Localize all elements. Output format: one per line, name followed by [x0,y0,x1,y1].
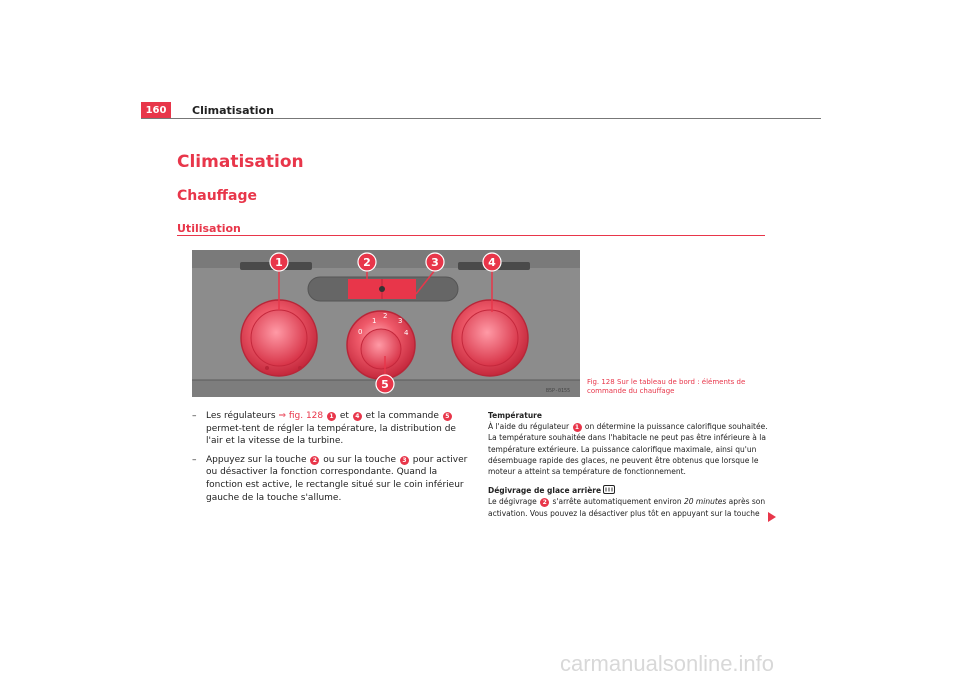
figure-link[interactable]: ⇒ fig. 128 [278,411,324,421]
defrost-paragraph [488,496,770,518]
list-text: et [337,411,352,421]
watermark: carmanualsonline.info [560,651,775,676]
subsection-title: Utilisation [177,222,241,235]
para-text: on détermine la puissance calorifique souhaitée. La température souhaitée dans l'habitacle ne peut pas être inférieure à la température extérieure. La puissance calorifique maximale, ainsi qu'un désembuage rapide des glaces, ne peuvent être obtenus que lorsque le moteur a atteint sa température de fonctionnement. [488,422,768,477]
right-column [488,410,770,527]
figure-code: B5P-0155 [546,388,571,394]
running-title: Climatisation [192,104,274,117]
fan-dial-label-2: 2 [383,312,388,320]
callout-1-label: 1 [275,256,283,269]
callout-5-label: 5 [381,378,389,391]
temperature-heading: Température [488,411,542,420]
page-number: 160 [141,102,171,118]
list-text: ou sur la touche [320,454,399,465]
fan-dial-label-3: 3 [398,317,403,325]
list-text: permet-tent de régler la température, la distribution de l'air et la vitesse de la turbine. [206,423,456,447]
button-recirculation [348,279,382,299]
callout-badge-4: 4 [353,412,362,421]
callout-3-label: 3 [431,256,439,269]
para-text: Le dégivrage [488,497,540,507]
callout-badge-3: 3 [400,456,409,465]
temperature-paragraph [488,421,770,477]
fan-dial-label-0: 0 [358,328,363,336]
list-item [192,454,472,504]
chapter-title: Climatisation [177,152,304,172]
defrost-heading [488,485,770,496]
para-text: À l'aide du régulateur [488,422,572,432]
center-button-dot [379,286,385,292]
list-dash: – [192,411,197,421]
callout-2-label: 2 [363,256,371,269]
callout-badge-1: 1 [327,412,336,421]
list-dash: – [192,454,197,465]
para-text: après son activation. Vous pouvez la désactiver plus tôt en appuyant sur la touche [488,497,766,518]
figure-caption: Fig. 128 Sur le tableau de bord : éléments de commande du chauffage [587,378,746,395]
defrost-heading-text: Dégivrage de glace arrière [488,486,602,496]
fan-dial-label-4: 4 [404,329,409,337]
para-text: s'arrête automatiquement environ [550,497,684,507]
callout-badge-2: 2 [540,498,549,507]
list-text: Appuyez sur la touche [206,454,310,465]
callout-4-label: 4 [488,256,496,269]
button-rear-defrost [382,279,416,299]
section-title: Chauffage [177,188,257,204]
callout-badge-2: 2 [310,456,319,465]
list-text: et la commande [362,411,442,421]
list-item [192,410,472,448]
list-text: pour activer ou désactiver la fonction correspondante. Quand la fonction est active, le rectangle situé sur le coin inférieur gauche de la touche s'allume. [206,454,468,503]
callout-badge-1: 1 [573,423,582,432]
next-page-arrow-icon[interactable] [768,512,776,522]
heating-controls-figure [192,250,580,397]
list-text: Les régulateurs [206,411,279,421]
rear-window-defrost-icon [603,485,615,494]
para-italic: 20 minutes [684,497,727,507]
left-column [192,410,472,510]
subsection-rule [177,235,765,236]
header-rule [141,118,821,119]
fan-dial-label-1: 1 [372,317,377,325]
callout-badge-5: 5 [443,412,452,421]
